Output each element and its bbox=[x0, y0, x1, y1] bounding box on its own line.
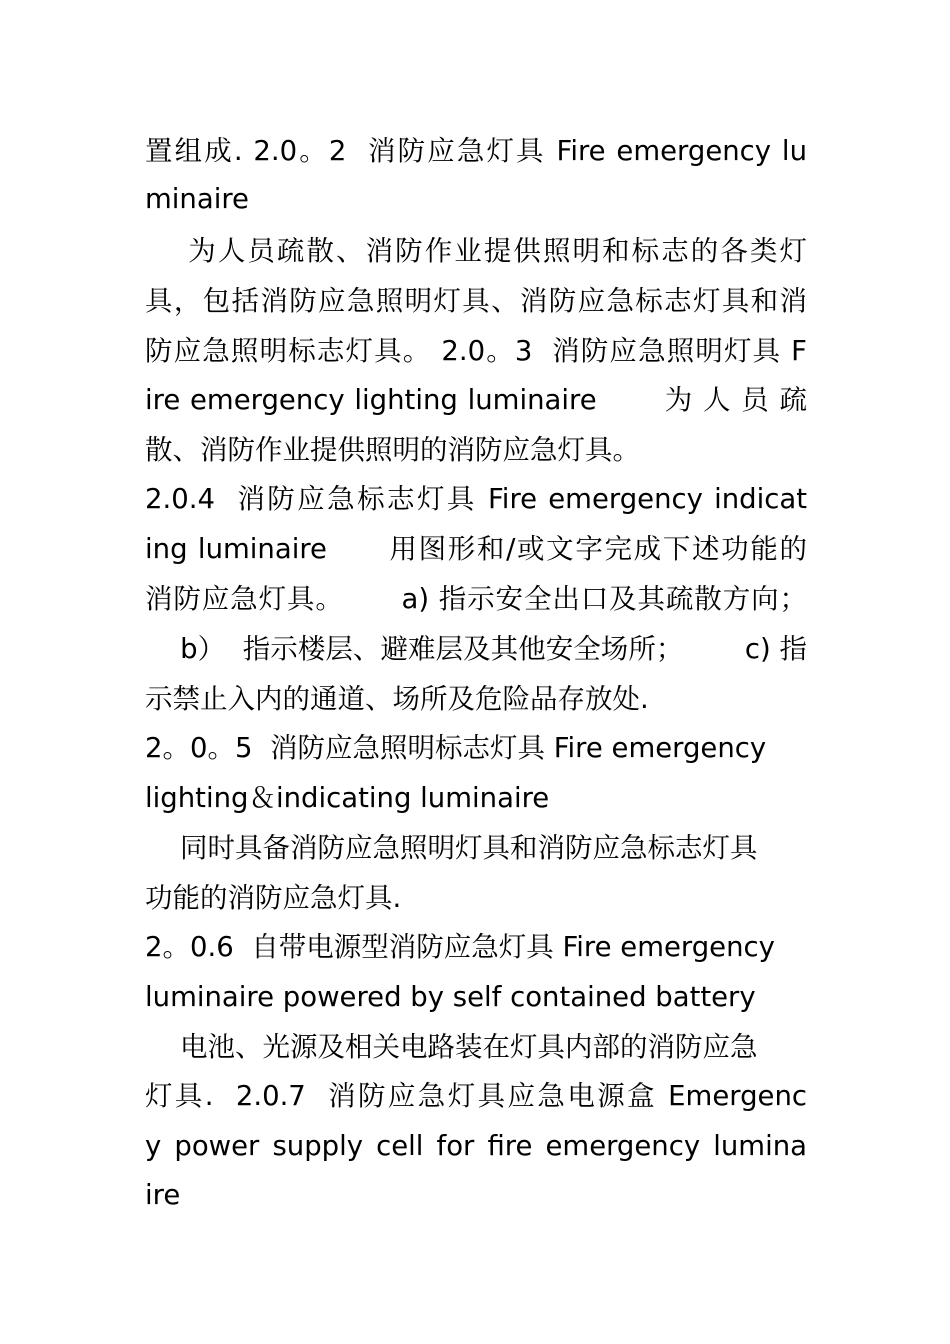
text-line: 防应急照明标志灯具。 2.0。3 消防应急照明灯具 F bbox=[145, 335, 807, 367]
text-line: 散、消防作业提供照明的消防应急灯具。 bbox=[145, 434, 640, 466]
text-line: 功能的消防应急灯具. bbox=[145, 882, 402, 914]
text-line: ire emergency lighting luminaire 为 人 员 疏 bbox=[145, 384, 807, 416]
text-line: b） 指示楼层、避难层及其他安全场所； c) 指 bbox=[145, 633, 807, 665]
text-line: luminaire powered by self contained battery bbox=[145, 981, 756, 1013]
text-line: 置组成. 2.0。2 消防应急灯具 Fire emergency lu bbox=[145, 135, 807, 167]
text-line: ing luminaire 用图形和/或文字完成下述功能的 bbox=[145, 533, 807, 565]
text-line: 具，包括消防应急照明灯具、消防应急标志灯具和消 bbox=[145, 285, 807, 317]
text-line: 示禁止入内的通道、场所及危险品存放处. bbox=[145, 683, 649, 715]
text-line: 同时具备消防应急照明灯具和消防应急标志灯具 bbox=[145, 832, 758, 864]
text-line: 消防应急灯具。 a) 指示安全出口及其疏散方向； bbox=[145, 583, 807, 615]
text-line: 电池、光源及相关电路装在灯具内部的消防应急 bbox=[145, 1031, 758, 1063]
text-line: ire bbox=[145, 1179, 181, 1211]
text-line: y power supply cell for fire emergency lumina bbox=[145, 1130, 807, 1162]
text-line: 灯具. 2.0.7 消防应急灯具应急电源盒 Emergenc bbox=[145, 1080, 807, 1112]
text-line: lighting＆indicating luminaire bbox=[145, 782, 550, 814]
text-line: 2。0。5 消防应急照明标志灯具 Fire emergency bbox=[145, 732, 767, 764]
text-line: minaire bbox=[145, 183, 249, 215]
text-line: 2.0.4 消防应急标志灯具 Fire emergency indicat bbox=[145, 483, 807, 515]
text-line: 为人员疏散、消防作业提供照明和标志的各类灯 bbox=[145, 235, 807, 267]
text-line: 2。0.6 自带电源型消防应急灯具 Fire emergency bbox=[145, 931, 775, 963]
